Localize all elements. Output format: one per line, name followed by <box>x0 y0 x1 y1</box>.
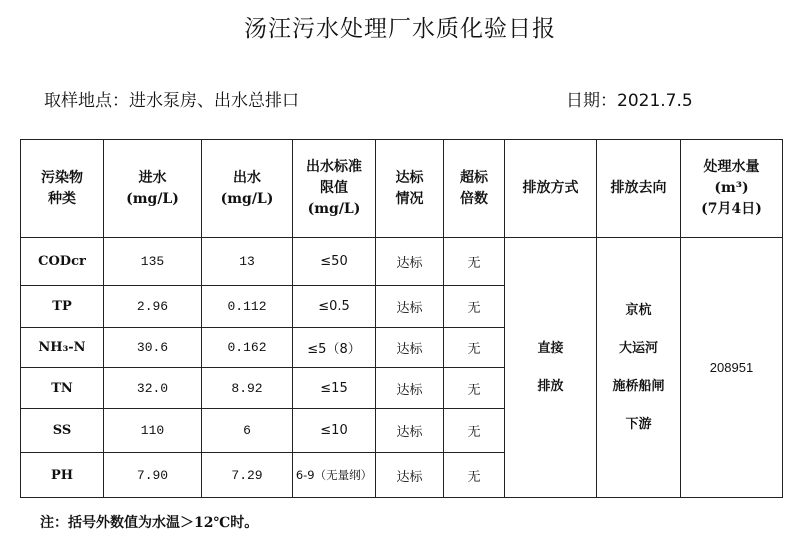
outflow-value: 6 <box>202 409 293 453</box>
pollutant-name: TP <box>21 286 104 328</box>
inflow-value: 30.6 <box>104 328 202 368</box>
exceed-multiple: 无 <box>444 286 505 328</box>
outflow-value: 8.92 <box>202 368 293 409</box>
treated-volume-value: 208951 <box>681 238 783 498</box>
water-quality-table <box>20 139 783 498</box>
pollutant-name: TN <box>21 368 104 409</box>
header-compliance: 达标 情况 <box>376 140 444 238</box>
header-discharge-direction: 排放去向 <box>597 140 681 238</box>
header-limit: 出水标准 限值 (mg/L) <box>293 140 376 238</box>
discharge-method-cell: 直接 排放 <box>505 238 597 498</box>
exceed-multiple: 无 <box>444 453 505 498</box>
report-date: 日期：2021.7.5 <box>566 91 693 111</box>
compliance-status: 达标 <box>376 238 444 286</box>
outflow-value: 0.162 <box>202 328 293 368</box>
outflow-value: 0.112 <box>202 286 293 328</box>
compliance-status: 达标 <box>376 368 444 409</box>
inflow-value: 7.90 <box>104 453 202 498</box>
exceed-multiple: 无 <box>444 328 505 368</box>
inflow-value: 2.96 <box>104 286 202 328</box>
exceed-multiple: 无 <box>444 409 505 453</box>
table-row <box>21 238 783 286</box>
compliance-status: 达标 <box>376 453 444 498</box>
limit-value: ≤5（8） <box>293 328 376 368</box>
footnote: 注：括号外数值为水温＞12℃时。 <box>40 515 259 531</box>
pollutant-name: NH₃-N <box>21 328 104 368</box>
compliance-status: 达标 <box>376 286 444 328</box>
pollutant-name: PH <box>21 453 104 498</box>
header-volume: 处理水量 (m³) (7月4日) <box>681 140 783 238</box>
compliance-status: 达标 <box>376 409 444 453</box>
pollutant-name: CODcr <box>21 238 104 286</box>
outflow-value: 13 <box>202 238 293 286</box>
outflow-value: 7.29 <box>202 453 293 498</box>
header-pollutant: 污染物 种类 <box>21 140 104 238</box>
header-inflow: 进水 (mg/L) <box>104 140 202 238</box>
report-title: 汤汪污水处理厂水质化验日报 <box>244 16 556 42</box>
table-header-row <box>21 140 783 238</box>
exceed-multiple: 无 <box>444 368 505 409</box>
limit-value: ≤50 <box>293 238 376 286</box>
pollutant-name: SS <box>21 409 104 453</box>
limit-value: ≤0.5 <box>293 286 376 328</box>
sampling-location: 取样地点：进水泵房、出水总排口 <box>44 91 299 111</box>
header-discharge-method: 排放方式 <box>505 140 597 238</box>
compliance-status: 达标 <box>376 328 444 368</box>
exceed-multiple: 无 <box>444 238 505 286</box>
inflow-value: 135 <box>104 238 202 286</box>
header-outflow: 出水 (mg/L) <box>202 140 293 238</box>
inflow-value: 32.0 <box>104 368 202 409</box>
inflow-value: 110 <box>104 409 202 453</box>
limit-value: ≤15 <box>293 368 376 409</box>
limit-value: 6-9（无量纲） <box>293 453 376 498</box>
discharge-direction-cell: 京杭 大运河 施桥船闸 下游 <box>597 238 681 498</box>
header-exceed: 超标 倍数 <box>444 140 505 238</box>
limit-value: ≤10 <box>293 409 376 453</box>
